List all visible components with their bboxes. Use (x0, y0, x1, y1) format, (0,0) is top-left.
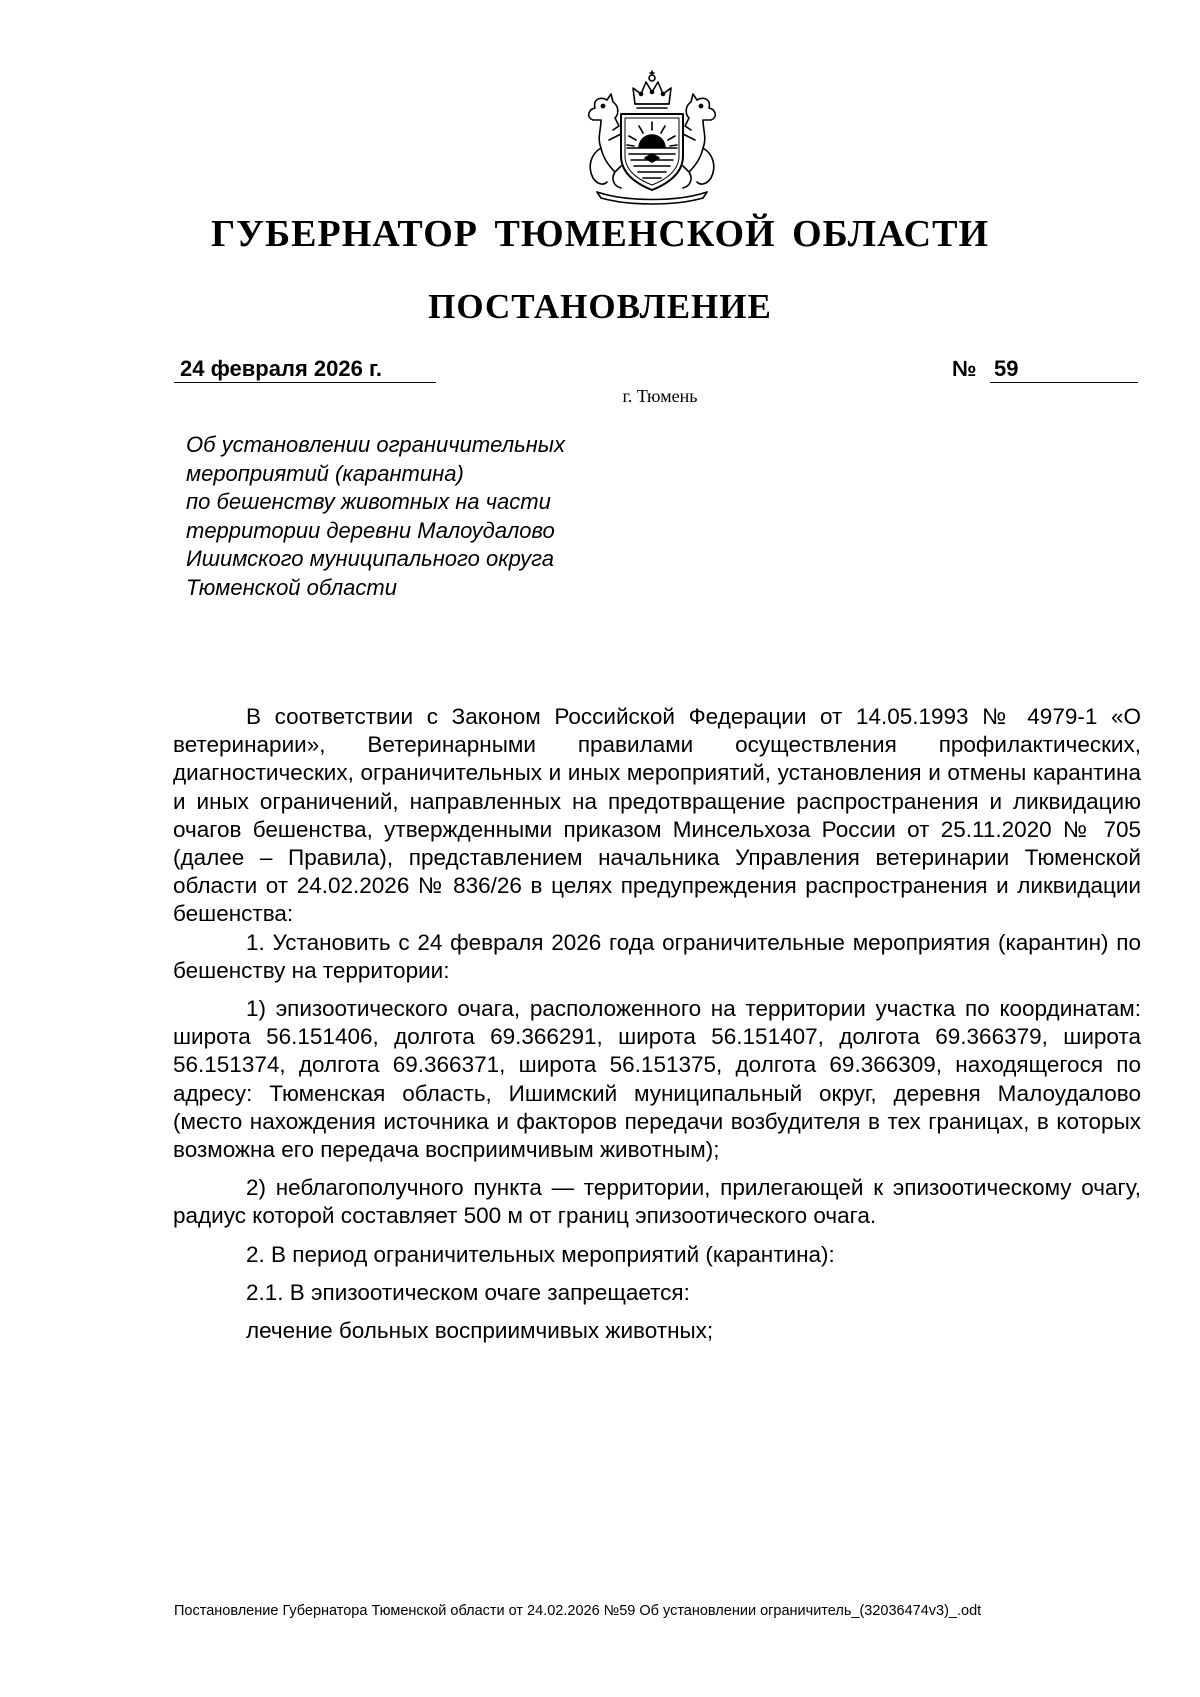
title-line: Ишимского муниципального округа (186, 546, 554, 572)
document-type: ПОСТАНОВЛЕНИЕ (428, 287, 772, 326)
title-line: по бешенству животных на части (186, 489, 551, 515)
item-1-2-paragraph: 2) неблагополучного пункта — территории, прилегающей к эпизоотическому очагу, радиус которой составляет 500 м от границ эпизоотического очага. (173, 1175, 1141, 1229)
place-of-issue: г. Тюмень (622, 386, 698, 406)
item-2-1-paragraph: 2.1. В эпизоотическом очаге запрещается: (246, 1279, 690, 1305)
item-2-paragraph: 2. В период ограничительных мероприятий (карантина): (246, 1241, 835, 1267)
title-line: Тюменской области (186, 574, 397, 600)
document-body (173, 703, 1141, 1345)
document-number: 59 (990, 356, 1138, 383)
tyumen-region-coat-of-arms-icon (567, 70, 737, 206)
item-1-1-paragraph: 1) эпизоотического очага, расположенного на территории участка по координатам: широта 56.151406, долгота 69.366291, широта 56.151407, долгота 69.366379, широта 56.151374, долгота 69.366371, широта 56.151375, долгота 69.366309, находящегося по адресу: Тюменская область, Ишимский муниципальный округ, деревня Малоудалово (место нахождения источника и факторов передачи возбудителя в тех границах, в которых возможна его передача восприимчивым животным); (173, 996, 1141, 1163)
number-sign: № (952, 356, 977, 381)
title-line: Об установлении ограничительных (186, 432, 565, 457)
preamble-paragraph: В соответствии с Законом Российской Федерации от 14.05.1993 № 4979-1 «О ветеринарии», Ветеринарными правилами осуществления профилактических, диагностических, ограничительных и иных мероприятий, установления и отмены карантина и иных ограничений, направленных на предотвращение распространения и ликвидацию очагов бешенства, утвержденными приказом Минсельхоза России от 25.11.2020 № 705 (далее – Правила), представлением начальника Управления ветеринарии Тюменской области от 24.02.2026 № 836/26 в целях предупреждения распространения и ликвидации бешенства: (173, 704, 1141, 927)
title-line: мероприятий (карантина) (186, 460, 464, 486)
item-1-paragraph: 1. Установить с 24 февраля 2026 года ограничительные мероприятия (карантин) по бешенству на территории: (173, 929, 1141, 983)
document-date: 24 февраля 2026 г. (174, 356, 436, 383)
issuing-authority: ГУБЕРНАТОР ТЮМЕНСКОЙ ОБЛАСТИ (210, 213, 990, 255)
item-2-1-a-paragraph: лечение больных восприимчивых животных; (246, 1318, 714, 1344)
title-line: территории деревни Малоудалово (186, 517, 555, 543)
document-title (186, 431, 656, 603)
footer-file-name: Постановление Губернатора Тюменской области от 24.02.2026 №59 Об установлении ограничитель_(32036474v3)_.odt (174, 1603, 982, 1619)
